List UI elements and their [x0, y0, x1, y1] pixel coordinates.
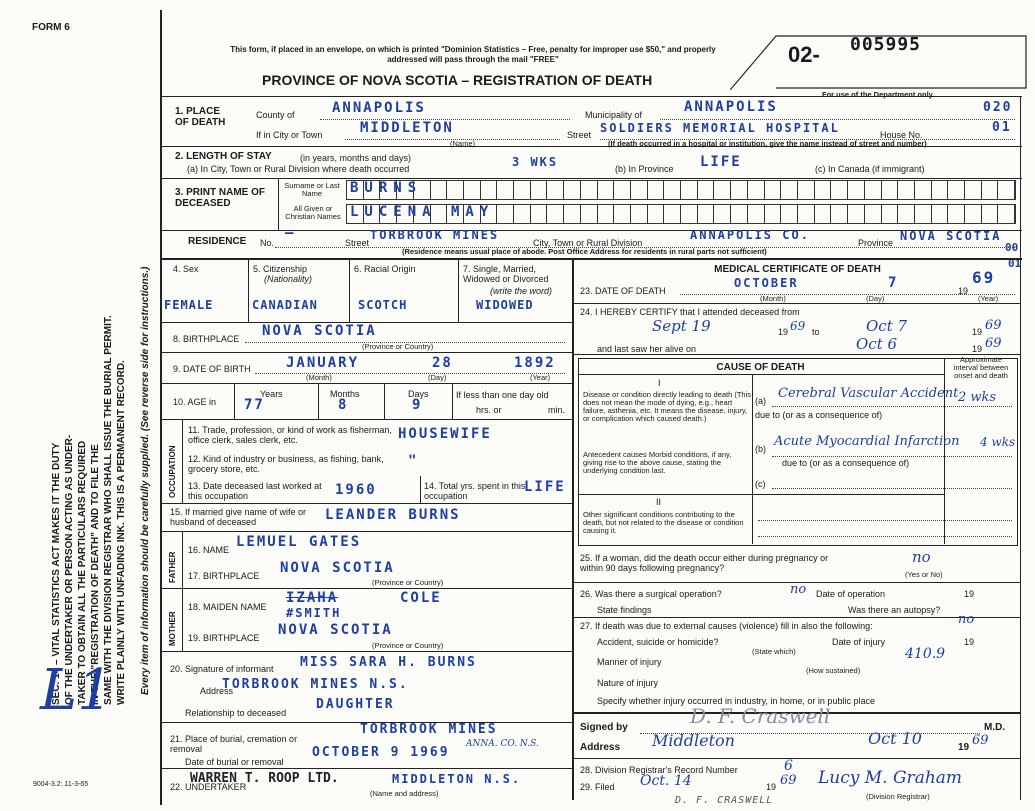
from-year-prefix: 19: [778, 327, 789, 337]
rule: [162, 258, 1022, 260]
stay-c-label: (c) In Canada (if immigrant): [815, 164, 925, 174]
birthplace-value: NOVA SCOTIA: [262, 323, 377, 339]
burial-date: OCTOBER 9 1969: [312, 745, 450, 760]
father-side-label: FATHER: [168, 551, 177, 583]
citizenship-label: 5. Citizenship: [253, 264, 308, 274]
dept-code-2: 01: [992, 120, 1012, 135]
duty-line: WRITE PLAINLY WITH UNFADING INK. THIS IS A PERMANENT RECORD.: [116, 360, 127, 705]
marital-value: WIDOWED: [476, 298, 534, 312]
house-no-label: House No.: [880, 130, 923, 140]
sig-year-prefix: 19: [958, 742, 970, 753]
maiden-alt: #SMITH: [286, 606, 342, 620]
county-value: ANNAPOLIS: [332, 100, 426, 116]
duty-line: OF THE UNDERTAKER OR PERSON ACTING AS UNDER-: [64, 434, 75, 705]
form-id: FORM 6: [32, 22, 70, 33]
cause-b-marker: (b): [755, 444, 766, 454]
residence-no: —: [285, 225, 296, 241]
length-of-stay-sub: (in years, months and days): [300, 153, 412, 163]
duty-line: SEC. 14 – VITAL STATISTICS ACT MAKES IT THE DUTY: [51, 442, 62, 705]
a12-value: ": [408, 453, 419, 469]
municipality-label: Municipality of: [585, 110, 643, 120]
field-line: [772, 488, 1012, 489]
undertaker-sub: (Name and address): [370, 789, 439, 798]
relationship-label: Relationship to deceased: [185, 708, 287, 718]
street-value: SOLDIERS MEMORIAL HOSPITAL: [600, 121, 840, 135]
father-birthplace: NOVA SCOTIA: [280, 560, 395, 576]
spouse-label: 15. If married give name of wife or husband of deceased: [170, 507, 307, 527]
rule: [349, 258, 350, 322]
residence-no-label: No.: [260, 238, 275, 248]
a11-value: HOUSEWIFE: [398, 426, 492, 442]
informant-addr-label: Address: [200, 686, 234, 696]
given-label: All Given or Christian Names: [285, 204, 341, 221]
rule: [234, 383, 235, 419]
rule: [162, 651, 572, 652]
field-line: [772, 456, 1012, 457]
burial-date-label: Date of burial or removal: [185, 757, 284, 767]
duty-notice: [50, 315, 128, 705]
stay-a-value: 3 WKS: [512, 155, 559, 169]
rule: [182, 419, 183, 503]
residence-city-label: City, Town or Rural Division: [533, 238, 643, 248]
death-year: 69: [972, 268, 996, 287]
city-value: MIDDLETON: [360, 120, 454, 136]
residence-note: (Residence means usual place of abode. Post Office Address for residents in rural parts not sufficient): [402, 247, 767, 256]
rule: [318, 383, 319, 419]
attend-from-year: 69: [790, 319, 806, 333]
rule: [578, 494, 944, 495]
disease-label: Disease or condition directly leading to death (This does not mean the mode of dying, e.g., heart failure, asthenia, etc. It means the disease, injury, or complication which caused death.): [583, 390, 752, 423]
physician-signature: D. F. Craswell: [690, 704, 831, 728]
age-days: 9: [412, 397, 423, 413]
part-1-label: I: [658, 378, 661, 388]
last-saw-value: Oct 6: [856, 335, 898, 353]
sex-label: 4. Sex: [173, 264, 199, 274]
residence-city: ANNAPOLIS CO.: [690, 228, 810, 242]
dept-code-3: 00: [1005, 241, 1019, 254]
mother-birthplace: NOVA SCOTIA: [278, 622, 393, 638]
rule: [162, 531, 572, 532]
reg-number: 005995: [850, 34, 922, 55]
interval-b: 4 wks: [980, 435, 1016, 449]
spouse-value: LEANDER BURNS: [325, 507, 461, 523]
birthplace-sub: (Province or Country): [362, 342, 434, 351]
rule: [162, 96, 1022, 97]
injury-date-label: Date of injury: [832, 637, 886, 647]
how-sustained-sub: (How sustained): [806, 666, 861, 675]
father-name-label: 16. NAME: [188, 545, 230, 555]
yes-no-sub: (Yes or No): [905, 570, 943, 579]
rule: [162, 383, 572, 384]
q28-label: 28. Division Registrar's Record Number: [580, 765, 738, 775]
residence-street: TORBROOK MINES: [370, 228, 500, 242]
burial-place: TORBROOK MINES: [360, 722, 498, 737]
rule: [384, 383, 385, 419]
accident-label: Accident, suicide or homicide?: [597, 637, 719, 647]
interval-a: 2 wks: [958, 390, 997, 405]
rule: [248, 258, 249, 322]
surname-label: Surname or Last Name: [284, 181, 340, 198]
residence-street-label: Street: [345, 238, 370, 248]
last-saw-year: 69: [985, 336, 1002, 351]
length-of-stay-label: 2. LENGTH OF STAY: [175, 151, 272, 162]
duty-line: SAME WITH THE DIVISION REGISTRAR WHO SHALL ISSUE THE BURIAL PERMIT.: [103, 315, 114, 705]
form-title: PROVINCE OF NOVA SCOTIA – REGISTRATION OF DEATH: [262, 72, 653, 88]
name-sub: (Name): [450, 139, 476, 148]
residence-label: RESIDENCE: [188, 236, 247, 247]
registrar-signature: Lucy M. Graham: [818, 768, 963, 788]
rule: [162, 503, 572, 504]
street-label: Street: [567, 130, 592, 140]
center-divider: [572, 258, 574, 800]
day-sub: (Day): [428, 373, 447, 382]
dept-code-4: 01: [1008, 257, 1022, 270]
nature-label: Nature of injury: [597, 678, 659, 688]
every-item-note: Every item of information should be carefully supplied. (See reverse side for instructions.): [140, 266, 151, 695]
rule: [572, 617, 1020, 618]
age-years: 77: [244, 397, 265, 413]
residence-province-label: Province: [858, 238, 894, 248]
municipality-value: ANNAPOLIS: [684, 99, 778, 115]
state-which-sub: (State which): [752, 647, 796, 656]
antecedent-label: Antecedent causes Morbid conditions, if any, giving rise to the above cause, stating the underlying condition last.: [583, 450, 732, 475]
attend-to: Oct 7: [866, 317, 908, 335]
under-one-day-label: If less than one day old: [456, 390, 549, 400]
year-prefix: 19: [958, 286, 969, 296]
duty-line: TAKER TO OBTAIN ALL THE PARTICULARS REQUIRED: [77, 440, 88, 705]
q13-label: 13. Date deceased last worked at this occupation: [188, 481, 322, 501]
undertaker-label: 22. UNDERTAKER: [170, 782, 247, 792]
part-2-label: II: [656, 497, 662, 507]
a13-value: 1960: [335, 482, 377, 498]
last-saw-year-prefix: 19: [972, 344, 983, 354]
birthplace-label: 8. BIRTHPLACE: [173, 334, 240, 344]
op-date-label: Date of operation: [816, 589, 886, 599]
field-line: [758, 520, 1012, 521]
dob-year: 1892: [514, 355, 556, 371]
manner-label: Manner of injury: [597, 657, 662, 667]
md-label: M.D.: [984, 722, 1006, 733]
rule: [572, 758, 1020, 759]
cause-c-marker: (c): [755, 479, 766, 489]
father-birthplace-sub: (Province or Country): [372, 578, 444, 587]
attend-to-year: 69: [985, 318, 1002, 333]
mail-notice: This form, if placed in an envelope, on which is printed "Dominion Statistics – Free, penalty for improper use $50," and properly addressed will pass through the mail "FREE": [230, 45, 716, 64]
autopsy-label: Was there an autopsy?: [848, 605, 941, 615]
filed-year-prefix: 19: [766, 782, 777, 792]
death-year-sub: (Year): [978, 294, 999, 303]
surname-value: BURNS: [350, 180, 423, 196]
rule: [162, 588, 572, 589]
hospital-note: (If death occurred in a hospital or institution, give the name instead of street and number): [608, 139, 927, 148]
residence-province: NOVA SCOTIA: [900, 229, 1002, 243]
rule: [162, 352, 572, 353]
informant-addr: TORBROOK MINES N.S.: [222, 677, 409, 692]
relationship-value: DAUGHTER: [316, 697, 395, 712]
hrs-label: hrs. or: [476, 405, 502, 415]
sex-value: FEMALE: [164, 298, 214, 312]
left-margin-rule: [160, 10, 162, 805]
medical-title: MEDICAL CERTIFICATE OF DEATH: [714, 264, 881, 275]
citizenship-sub: (Nationality): [264, 274, 313, 284]
rule: [182, 531, 183, 588]
last-saw-label: and last saw her alive on: [597, 344, 697, 354]
field-line: [772, 406, 1012, 407]
rule: [452, 383, 453, 419]
findings-label: State findings: [597, 605, 652, 615]
mother-side-label: MOTHER: [168, 611, 177, 646]
informant-sig: MISS SARA H. BURNS: [300, 655, 477, 670]
interval-title: Approximate interval between onset and death: [953, 355, 1009, 380]
rule: [278, 178, 279, 230]
q29-label: 29. Filed: [580, 782, 615, 792]
rule: [578, 374, 944, 375]
dob-month: JANUARY: [286, 355, 360, 371]
rule: [162, 419, 572, 420]
occupation-side-label: OCCUPATION: [168, 445, 177, 498]
q23-label: 23. DATE OF DEATH: [580, 286, 666, 296]
citizenship-value: CANADIAN: [252, 298, 318, 312]
due-to-b: due to (or as a consequence of): [782, 458, 910, 468]
stay-b-value: LIFE: [700, 154, 742, 170]
field-line: [680, 294, 1015, 295]
burial-place-note: ANNA. CO. N.S.: [466, 739, 539, 749]
cause-a-marker: (a): [755, 396, 766, 406]
right-border: [1020, 96, 1021, 800]
due-to-a: due to (or as a consequence of): [755, 410, 883, 420]
name-label: 3. PRINT NAME OF DECEASED: [175, 187, 266, 209]
a14-value: LIFE: [524, 479, 566, 495]
place-of-death-label: 1. PLACE OF DEATH: [175, 106, 226, 128]
death-day-sub: (Day): [866, 294, 885, 303]
burial-place-label: 21. Place of burial, cremation or removal: [170, 734, 298, 754]
death-month-sub: (Month): [760, 294, 786, 303]
manner-code: 410.9: [905, 646, 946, 662]
q12-label: 12. Kind of industry or business, as fishing, bank, grocery store, etc.: [188, 454, 384, 474]
q25-label: 25. If a woman, did the death occur either during pregnancy or within 90 days following pregnancy?: [580, 553, 829, 573]
a27-value: no: [958, 612, 975, 627]
min-label: min.: [548, 405, 566, 415]
margin-mark: L1: [40, 658, 113, 723]
a26-value: no: [790, 582, 807, 597]
signed-label: Signed by: [580, 722, 628, 733]
maiden-label: 18. MAIDEN NAME: [188, 602, 267, 612]
injury-year-prefix: 19: [964, 637, 975, 647]
q24-label: 24. I HEREBY CERTIFY that I attended deceased from: [580, 307, 800, 317]
given-value: LUCENA MAY: [350, 204, 495, 220]
rule: [420, 476, 421, 503]
dept-use-note: For use of the Department only: [822, 90, 933, 99]
rule: [458, 258, 459, 322]
a25-value: no: [912, 548, 931, 566]
mother-birthplace-sub: (Province or Country): [372, 641, 444, 650]
form-code: 9004-3.2: 11-3-65: [33, 781, 89, 788]
dob-day: 28: [432, 355, 453, 371]
attend-from: Sept 19: [652, 317, 711, 335]
other-label: Other significant conditions contributing to the death, but not related to the disease or condition causing it.: [583, 510, 744, 535]
undertaker-addr: MIDDLETON N.S.: [392, 772, 522, 786]
filed-year: 69: [780, 773, 797, 788]
cause-a: Cerebral Vascular Accident: [778, 386, 959, 401]
stay-a-label: (a) In City, Town or Rural Division where death occurred: [187, 164, 410, 174]
q11-label: 11. Trade, profession, or kind of work as fisherman, office clerk, sales clerk, etc.: [188, 425, 392, 445]
field-line: [758, 536, 1012, 537]
informant-sig-label: 20. Signature of informant: [170, 664, 274, 674]
a28-value: 6: [784, 758, 793, 774]
mother-birthplace-label: 19. BIRTHPLACE: [188, 633, 260, 643]
county-label: County of: [256, 110, 295, 120]
marital-label: 7. Single, Married, Widowed or Divorced: [463, 264, 549, 284]
racial-value: SCOTCH: [358, 298, 408, 312]
rule: [572, 354, 1020, 355]
rule: [162, 768, 572, 769]
undertaker-name: WARREN T. ROOP LTD.: [190, 771, 339, 786]
sig-address: Middleton: [652, 731, 735, 750]
surname-grid: [346, 180, 1016, 200]
maiden-value: COLE: [400, 590, 442, 606]
rule: [162, 178, 1022, 179]
to-label: to: [812, 327, 820, 337]
cause-b: Acute Myocardial Infarction: [774, 434, 960, 449]
months-label: Months: [330, 389, 360, 399]
years-label: Years: [260, 389, 283, 399]
days-label: Days: [408, 389, 429, 399]
dept-code-1: 020: [983, 100, 1013, 115]
reg-prefix: 02-: [788, 42, 820, 67]
stay-b-label: (b) In Province: [615, 164, 674, 174]
dob-label: 9. DATE OF BIRTH: [173, 364, 251, 374]
reg-number-box: [730, 30, 1030, 90]
typed-name: D. F. CRASWELL: [675, 795, 774, 806]
registrar-sub: (Division Registrar): [866, 792, 930, 801]
op-year-prefix: 19: [964, 589, 975, 599]
father-name: LEMUEL GATES: [236, 534, 362, 550]
q14-label: 14. Total yrs. spent in this occupation: [424, 481, 526, 501]
age-label: 10. AGE in: [173, 397, 217, 407]
duty-line: IN THE "REGISTRATION OF DEATH" AND TO FILE THE: [90, 444, 101, 705]
rule: [572, 303, 1020, 304]
to-year-prefix: 19: [972, 327, 983, 337]
year-sub: (Year): [530, 373, 551, 382]
sig-date: Oct 10: [868, 729, 922, 748]
field-line: [255, 373, 565, 374]
filed-date: Oct. 14: [640, 773, 692, 789]
age-months: 8: [338, 397, 349, 413]
field-line: [660, 119, 1015, 120]
father-birthplace-label: 17. BIRTHPLACE: [188, 571, 260, 581]
marital-sub: (write the word): [490, 286, 553, 296]
rule: [752, 374, 753, 544]
specify-label: Specify whether injury occurred in industry, in home, or in public place: [597, 696, 875, 706]
death-month: OCTOBER: [734, 276, 799, 290]
month-sub: (Month): [306, 373, 332, 382]
q26-label: 26. Was there a surgical operation?: [580, 589, 722, 599]
cause-title: CAUSE OF DEATH: [716, 362, 805, 373]
q27-label: 27. If death was due to external causes (violence) fill in also the following:: [580, 621, 873, 631]
rule: [182, 588, 183, 651]
sig-year: 69: [972, 733, 989, 748]
city-label: If in City or Town: [256, 130, 323, 140]
racial-label: 6. Racial Origin: [354, 264, 416, 274]
death-day: 7: [888, 275, 899, 291]
maiden-struck: IZAHA: [286, 590, 339, 606]
sig-address-label: Address: [580, 742, 621, 753]
